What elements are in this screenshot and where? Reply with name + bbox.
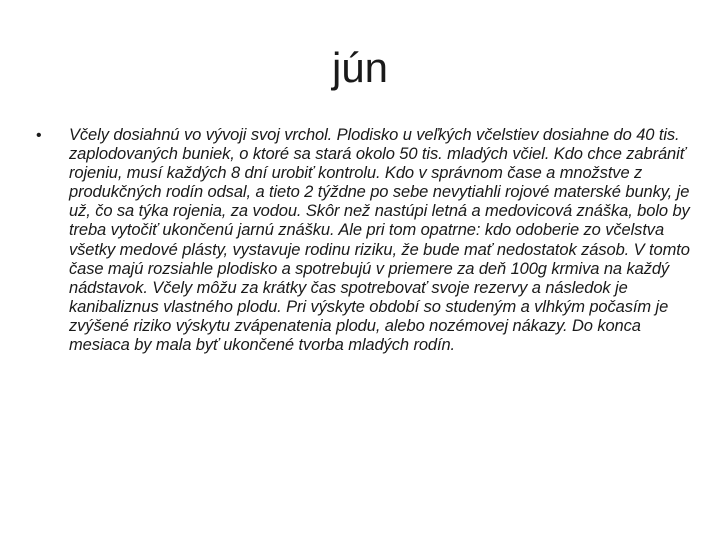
bullet-marker: • — [36, 127, 42, 144]
bullet-list — [36, 126, 696, 355]
slide-title: jún — [331, 44, 389, 91]
bullet-text: Včely dosiahnú vo vývoji svoj vrchol. Plodisko u veľkých včelstiev dosiahne do 40 tis. zaplodovaných buniek, o ktoré sa stará okolo 50 tis. mladých včiel. Kdo chce zabrániť rojeniu, musí každých 8 dní urobiť kontrolu. Kdo v správnom čase a množstve z produkčných rodín odsal, a tieto 2 týždne po sebe nevytiahli rojové materské bunky, je už, čo sa týka rojenia, za vodou. Skôr než nastúpi letná a medovicová znáška, bolo by treba vytočiť ukončenú jarnú znášku. Ale pri tom opatrne: kdo odoberie zo včelstva všetky medové plásty, vystavuje rodinu riziku, že bude mať nedostatok zásob. V tomto čase majú rozsiahle plodisko a spotrebujú v priemere za deň 100g krmiva na každý nádstavok. Včely môžu za krátky čas spotrebovať svoje rezervy a následok je kanibaliznus vlastného plodu. Pri výskyte období so studeným a vlhkým počasím je zvýšené riziko výskytu zvápenatenia plodu, alebo nozémovej nákazy. Do konca mesiaca by mala byť ukončené tvorba mladých rodín. — [69, 126, 690, 355]
bullet-item — [36, 126, 696, 355]
